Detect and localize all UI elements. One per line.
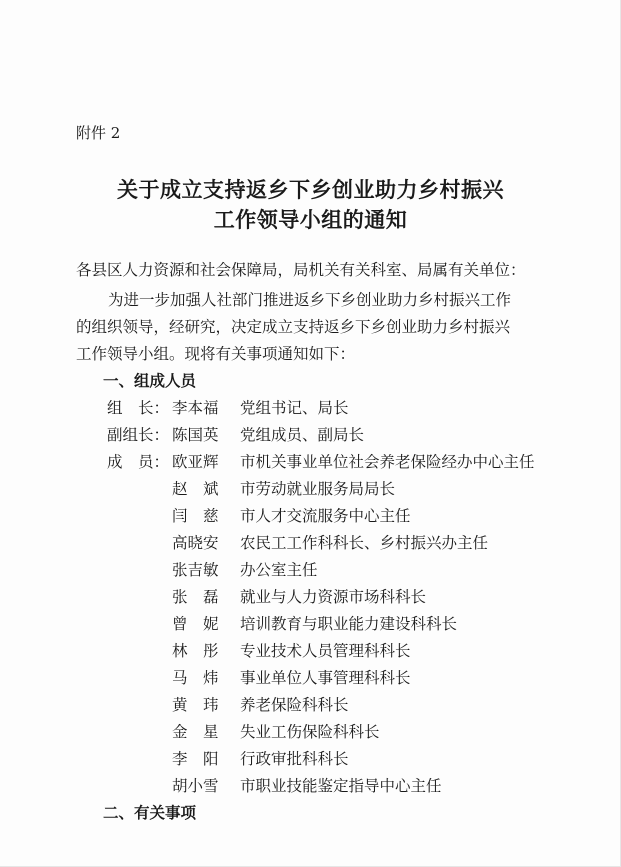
- member-duty: 市人才交流服务中心主任: [240, 507, 411, 525]
- member-name: 张吉敏: [172, 561, 219, 579]
- member-duty: 党组成员、副局长: [240, 426, 365, 444]
- member-name: 陈国英: [172, 426, 219, 444]
- member-duty: 办公室主任: [240, 561, 318, 579]
- member-duty: 事业单位人事管理科科长: [240, 669, 411, 687]
- member-name: 马 炜: [172, 669, 219, 687]
- member-name: 林 彤: [172, 642, 219, 660]
- member-duty: 专业技术人员管理科科长: [240, 642, 411, 660]
- body-line: 的组织领导，经研究，决定成立支持返乡下乡创业助力乡村振兴: [76, 318, 511, 336]
- body-line: 为进一步加强人社部门推进返乡下乡创业助力乡村振兴工作: [108, 291, 512, 309]
- member-duty: 市职业技能鉴定指导中心主任: [240, 777, 442, 795]
- member-duty: 养老保险科科长: [240, 696, 349, 714]
- member-name: 李本福: [172, 399, 219, 417]
- member-name: 曾 妮: [172, 615, 219, 633]
- member-name: 赵 斌: [172, 480, 219, 498]
- member-role: 成 员：: [107, 453, 170, 471]
- member-duty: 培训教育与职业能力建设科科长: [240, 615, 458, 633]
- member-name: 金 星: [172, 723, 219, 741]
- member-name: 高晓安: [172, 534, 219, 552]
- member-role: 组 长：: [107, 399, 170, 417]
- member-duty: 市机关事业单位社会养老保险经办中心主任: [240, 453, 535, 471]
- document-title-line-2: 工作领导小组的通知: [213, 207, 408, 232]
- section-heading-members: 一、组成人员: [103, 371, 197, 390]
- body-line: 工作领导小组。现将有关事项通知如下：: [76, 345, 356, 363]
- member-name: 李 阳: [172, 750, 219, 768]
- member-name: 胡小雪: [172, 777, 219, 795]
- member-name: 黄 玮: [172, 696, 219, 714]
- member-name: 张 磊: [172, 588, 219, 606]
- member-duty: 就业与人力资源市场科科长: [240, 588, 427, 606]
- member-name: 闫 慈: [172, 507, 219, 525]
- member-duty: 失业工伤保险科科长: [240, 723, 380, 741]
- member-role: 副组长：: [107, 426, 170, 444]
- member-duty: 行政审批科科长: [240, 750, 349, 768]
- member-duty: 党组书记、局长: [240, 399, 349, 417]
- member-duty: 农民工工作科科长、乡村振兴办主任: [240, 534, 489, 552]
- member-duty: 市劳动就业服务局局长: [240, 480, 396, 498]
- member-name: 欧亚辉: [172, 453, 219, 471]
- section-heading-matters: 二、有关事项: [103, 803, 197, 822]
- attachment-label: 附件 2: [76, 124, 121, 142]
- document-title-line-1: 关于成立支持返乡下乡创业助力乡村振兴: [117, 177, 504, 202]
- salutation: 各县区人力资源和社会保障局，局机关有关科室、局属有关单位：: [76, 261, 526, 279]
